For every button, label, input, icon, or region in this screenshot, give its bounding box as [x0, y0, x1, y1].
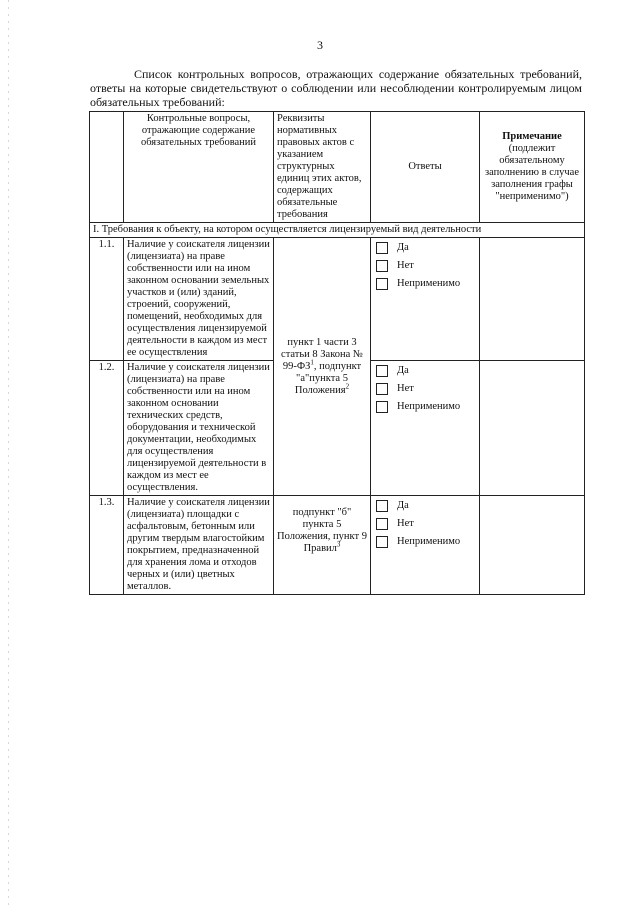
answer-option-na[interactable]: Неприменимо	[376, 278, 476, 290]
checkbox[interactable]	[376, 278, 388, 290]
row-requisites: пункт 1 части 3 статьи 8 Закона № $99-ФЗ^1$, подпункт "а"пункта 5 Положения$^2$	[274, 238, 371, 496]
header-note-text: (подлежит обязательному заполнению в случае заполнения графы "неприменимо")	[485, 143, 579, 202]
row-note[interactable]	[480, 361, 585, 496]
table-row	[90, 238, 585, 361]
checkbox[interactable]	[376, 365, 388, 377]
table-header-row	[90, 112, 585, 223]
page-number: 3	[317, 38, 323, 52]
section-row	[90, 223, 585, 238]
checkbox[interactable]	[376, 242, 388, 254]
checkbox[interactable]	[376, 500, 388, 512]
header-answers: Ответы	[371, 112, 480, 223]
intro-paragraph: Список контрольных вопросов, отражающих содержание обязательных требований, ответы на которые свидетельствуют о соблюдении или несоблюдении контролируемым лицом обязательных требований:	[90, 67, 582, 109]
header-note	[480, 112, 585, 223]
row-answers	[371, 238, 480, 361]
section-title: I. Требования к объекту, на котором осуществляется лицензируемый вид деятельности	[90, 223, 585, 238]
row-number: 1.3.	[90, 496, 124, 595]
checkbox[interactable]	[376, 518, 388, 530]
row-number: 1.2.	[90, 361, 124, 496]
header-requisites: Реквизиты нормативных правовых актов с указанием структурных единиц этих актов, содержащих обязательные требования	[274, 112, 371, 223]
answer-option-no[interactable]: Нет	[376, 518, 476, 530]
row-requisites: подпункт "б" пункта 5 Положения, пункт 9 Правил$^3$	[274, 496, 371, 595]
row-question: Наличие у соискателя лицензии (лицензиата) площадки с асфальтовым, бетонным или другим твердым влагостойким покрытием, предназначенной для хранения лома и отходов черных и (или) цветных металлов.	[124, 496, 274, 595]
checkbox[interactable]	[376, 260, 388, 272]
header-note-title: Примечание	[502, 131, 562, 142]
checkbox[interactable]	[376, 536, 388, 548]
header-questions: Контрольные вопросы, отражающие содержание обязательных требований	[124, 112, 274, 223]
row-answers	[371, 361, 480, 496]
header-number-cell	[90, 112, 124, 223]
row-note[interactable]	[480, 238, 585, 361]
row-answers	[371, 496, 480, 595]
answer-option-yes[interactable]: Да	[376, 365, 476, 377]
checkbox[interactable]	[376, 401, 388, 413]
checklist-table	[89, 111, 585, 595]
answer-option-yes[interactable]: Да	[376, 242, 476, 254]
answer-option-no[interactable]: Нет	[376, 260, 476, 272]
answer-option-yes[interactable]: Да	[376, 500, 476, 512]
binding-margin-line	[8, 0, 9, 905]
table-row	[90, 496, 585, 595]
answer-option-na[interactable]: Неприменимо	[376, 401, 476, 413]
row-number: 1.1.	[90, 238, 124, 361]
row-question: Наличие у соискателя лицензии (лицензиата) на праве собственности или на ином законном основании технических средств, оборудования и технической документации, необходимых для осуществления лицензируемой деятельности в каждом из мест ее осуществления.	[124, 361, 274, 496]
row-question: Наличие у соискателя лицензии (лицензиата) на праве собственности или на ином законном основании земельных участков и (или) зданий, строений, сооружений, помещений, необходимых для осуществления лицензируемой деятельности в каждом из мест ее осуществления	[124, 238, 274, 361]
checkbox[interactable]	[376, 383, 388, 395]
answer-option-no[interactable]: Нет	[376, 383, 476, 395]
row-note[interactable]	[480, 496, 585, 595]
answer-option-na[interactable]: Неприменимо	[376, 536, 476, 548]
